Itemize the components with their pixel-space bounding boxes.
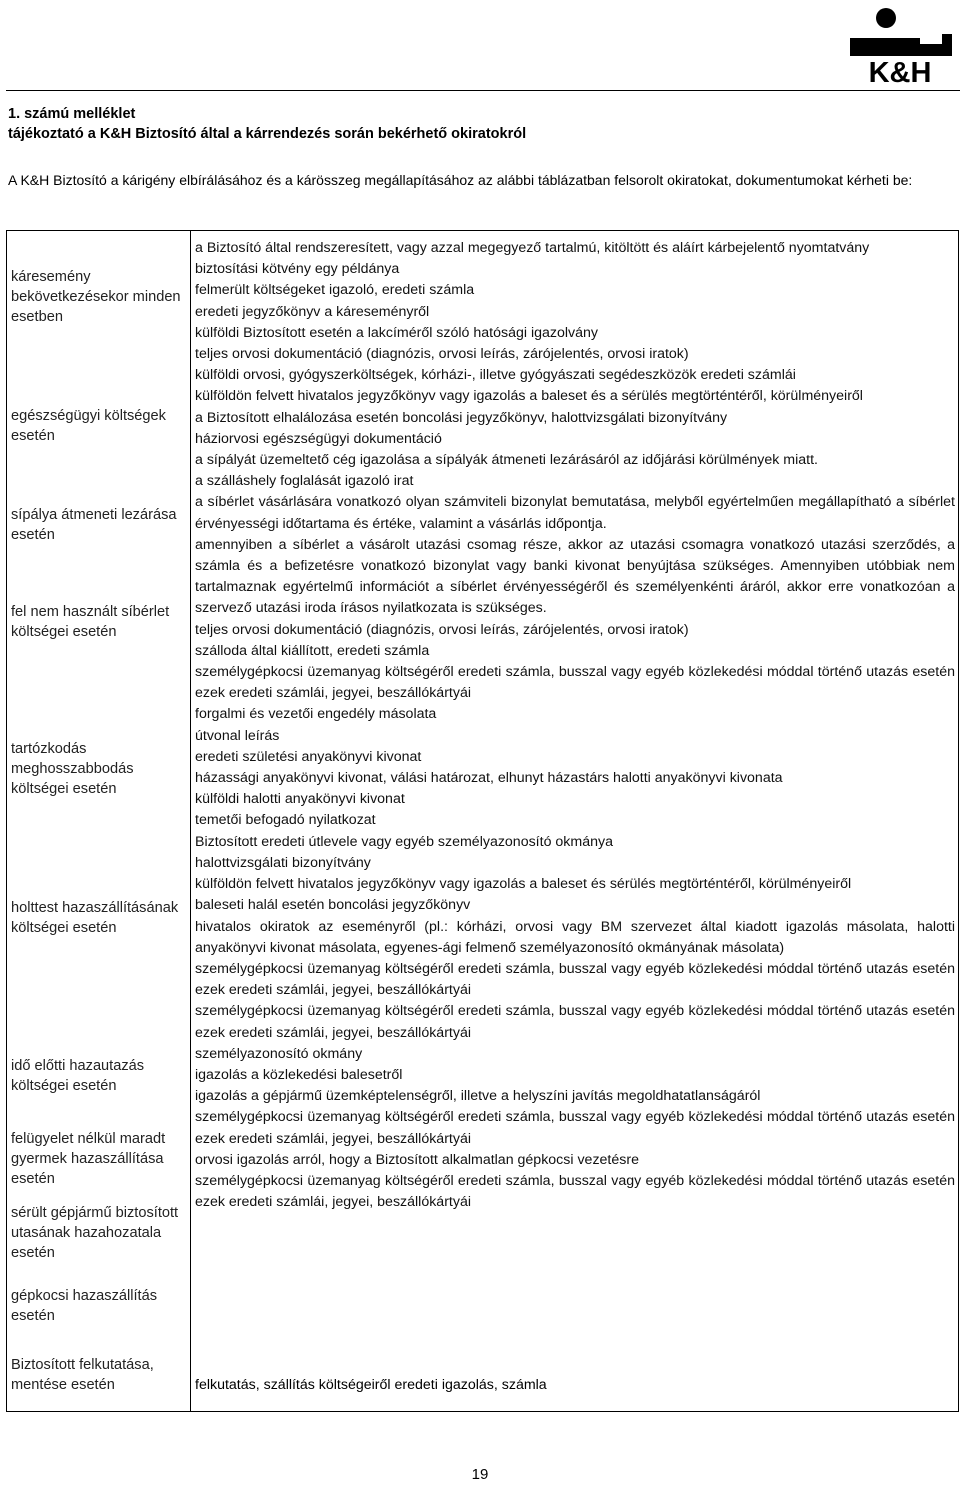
document-item: a síbérlet vásárlására vonatkozó olyan számviteli bizonylat bemutatása, melyből egyértelműen megállapítható a síbérlet érvényességi időtartama és értéke, valamint a vásárlás időpontja. (195, 494, 955, 532)
document-item: házassági anyakönyvi kivonat, válási határozat, elhunyt házastárs halotti anyakönyvi kivonata (195, 770, 783, 787)
document-item: teljes orvosi dokumentáció (diagnózis, orvosi leírás, zárójelentés, orvosi iratok) (195, 346, 689, 363)
category-label: Biztosított felkutatása, mentése esetén (11, 1357, 154, 1393)
document-item: külföldi Biztosított esetén a lakcíméről szóló hatósági igazolvány (195, 324, 598, 341)
document-item: személygépkocsi üzemanyag költségéről eredeti számla, busszal vagy egyéb közlekedési móddal történő utazás esetén ezek eredeti számlái, jegyei, beszállókártyái (195, 664, 955, 702)
document-item: baleseti halál esetén boncolási jegyzőkönyv (195, 897, 471, 914)
document-column (195, 238, 955, 1213)
document-item: igazolás a gépjármű üzemképtelenségről, illetve a helyszíni javítás megoldhatatlanságáról (195, 1088, 761, 1105)
category-label: holttest hazaszállításának költségei esetén (11, 900, 179, 936)
document-item: halottvizsgálati bizonyítvány (195, 854, 371, 871)
title-line-1: 1. számú melléklet (8, 106, 136, 122)
page-number: 19 (471, 1466, 489, 1483)
category-label: tartózkodás meghosszabbodás költségei esetén (11, 741, 134, 797)
document-item: teljes orvosi dokumentáció (diagnózis, orvosi leírás, zárójelentés, orvosi iratok) (195, 621, 689, 638)
document-item: temetői befogadó nyilatkozat (195, 812, 376, 829)
header-rule (6, 90, 960, 91)
title-line-2: tájékoztató a K&H Biztosító által a kárrendezés során bekérhető okiratokról (8, 126, 527, 142)
logo-text: K&H (868, 57, 932, 84)
document-item: külföldön felvett hivatalos jegyzőkönyv vagy igazolás a baleset és a sérülés megtörténtéről, körülményeiről (195, 388, 863, 405)
document-item: személyazonosító okmány (195, 1045, 363, 1062)
intro-paragraph: A K&H Biztosító a kárigény elbírálásához és a kárösszeg megállapításához az alábbi táblázatban felsorolt okiratokat, dokumentumokat kérheti be: (8, 172, 913, 188)
category-label: egészségügyi költségek esetén (11, 408, 166, 444)
document-item: orvosi igazolás arról, hogy a Biztosított alkalmatlan gépkocsi vezetésre (195, 1151, 639, 1168)
category-label: felügyelet nélkül maradt gyermek hazaszállítása esetén (11, 1131, 166, 1187)
document-item: személygépkocsi üzemanyag költségéről eredeti számla, busszal vagy egyéb közlekedési móddal történő utazás esetén ezek eredeti számlái, jegyei, beszállókártyái (195, 1172, 955, 1211)
category-label: káresemény bekövetkezésekor minden esetben (11, 269, 181, 325)
document-item: külföldön felvett hivatalos jegyzőkönyv vagy igazolás a baleset és sérülés megtörténtéről, körülményeiről (195, 876, 852, 893)
document-item: igazolás a közlekedési balesetről (195, 1066, 403, 1083)
document-item: személygépkocsi üzemanyag költségéről eredeti számla, busszal vagy egyéb közlekedési móddal történő utazás esetén ezek eredeti számlái, jegyei, beszállókártyái (195, 1003, 955, 1041)
document-item: amennyiben a síbérlet a vásárolt utazási csomag része, akkor az utazási csomagra vonatkozó utazási szerződés, a számla és a befizetésre vonatkozó bizonylat vagy banki kivonat benyújtása szükséges. Amennyiben utóbbiak nem tartalmaznak egyértelmű információt a síbérlet érvényességéről és személyenkénti áráról, akkor erre vonatkozóan a szervező utazási iroda írásos nyilatkozata is szükséges. (195, 536, 955, 617)
document-item: eredeti születési anyakönyvi kivonat (195, 748, 422, 765)
document-item: külföldi halotti anyakönyvi kivonat (195, 791, 405, 808)
category-label: fel nem használt síbérlet költségei esetén (11, 604, 170, 640)
document-item: személygépkocsi üzemanyag költségéről eredeti számla, busszal vagy egyéb közlekedési móddal történő utazás esetén ezek eredeti számlái, jegyei, beszállókártyái (195, 1109, 955, 1147)
category-label: gépkocsi hazaszállítás esetén (11, 1288, 158, 1324)
documents-table (6, 230, 959, 1412)
document-item: eredeti jegyzőkönyv a káreseményről (195, 303, 430, 320)
category-label: sípálya átmeneti lezárása esetén (11, 507, 177, 543)
document-item: felmerült költségeket igazoló, eredeti számla (195, 282, 475, 299)
category-label: sérült gépjármű biztosított utasának hazahozatala esetén (11, 1205, 179, 1261)
column-divider (190, 231, 191, 1411)
last-document: felkutatás, szállítás költségeiről eredeti igazolás, számla (195, 1377, 547, 1393)
page-title (8, 104, 526, 144)
document-item: biztosítási kötvény egy példánya (195, 261, 400, 278)
category-label: idő előtti hazautazás költségei esetén (11, 1058, 145, 1094)
document-item: forgalmi és vezetői engedély másolata (195, 706, 437, 723)
document-item: hivatalos okiratok az eseményről (pl.: kórházi, orvosi vagy BM szervezet által kiadott igazolás másolata, halotti anyakönyvi kivonat másolata, egyenes-ági felmenő személyazonosító okmányának másolata) (195, 918, 955, 956)
document-item: a Biztosító által rendszeresített, vagy azzal megegyező tartalmú, kitöltött és aláírt kárbejelentő nyomtatvány (195, 240, 870, 256)
document-item: szálloda által kiállított, eredeti számla (195, 642, 430, 659)
document-item: a sípályát üzemeltető cég igazolása a sípályák átmeneti lezárásáról az időjárási körülmények miatt. (195, 452, 818, 469)
document-item: külföldi orvosi, gyógyszerköltségek, kórházi-, illetve gyógyászati segédeszközök eredeti számlái (195, 367, 796, 384)
document-item: útvonal leírás (195, 727, 280, 744)
document-item: a szálláshely foglalását igazoló irat (195, 473, 414, 490)
document-item: személygépkocsi üzemanyag költségéről eredeti számla, busszal vagy egyéb közlekedési móddal történő utazás esetén ezek eredeti számlái, jegyei, beszállókártyái (195, 960, 955, 999)
document-item: Biztosított eredeti útlevele vagy egyéb személyazonosító okmánya (195, 833, 613, 850)
kh-logo-icon (848, 4, 952, 84)
document-item: háziorvosi egészségügyi dokumentáció (195, 430, 442, 447)
document-item: a Biztosított elhalálozása esetén boncolási jegyzőkönyv, halottvizsgálati bizonyítvány (195, 409, 728, 426)
